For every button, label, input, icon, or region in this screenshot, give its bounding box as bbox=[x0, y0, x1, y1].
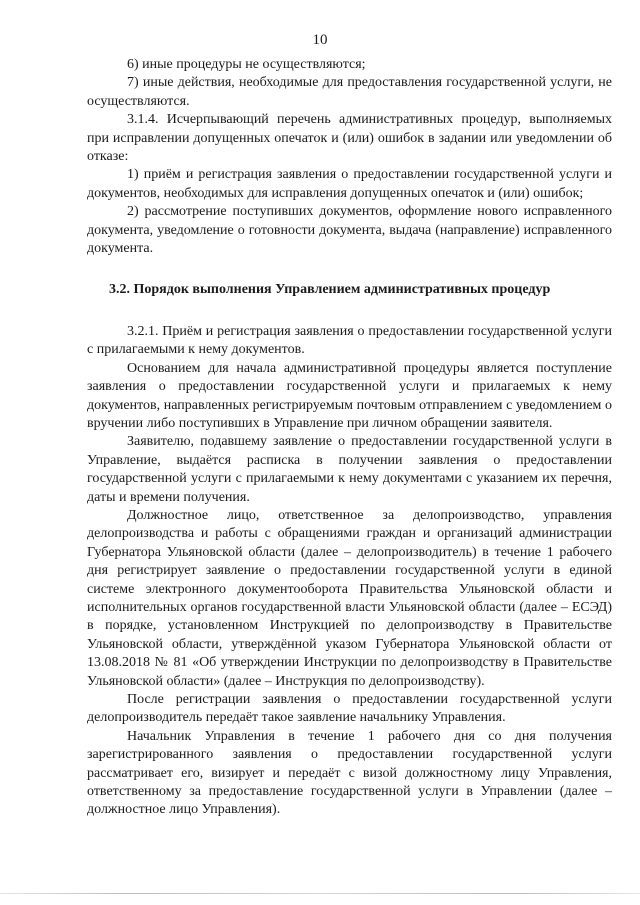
scan-edge-line bbox=[0, 893, 640, 894]
paragraph-3-2-1: 3.2.1. Приём и регистрация заявления о предоставлении государственной услуги с прилагаемыми к нему документов. bbox=[87, 323, 612, 358]
paragraph-item-6: 6) иные процедуры не осуществляются; bbox=[127, 57, 366, 72]
paragraph-item-7: 7) иные действия, необходимые для предоставления государственной услуги, не осуществляются. bbox=[87, 75, 612, 109]
document-body bbox=[87, 56, 612, 820]
paragraph-procedure-2: 2) рассмотрение поступивших документов, оформление нового исправленного документа, уведомление о готовности документа, выдача (направление) исправленного документа. bbox=[87, 204, 612, 257]
paragraph-official-registration: Должностное лицо, ответственное за делопроизводство, управления делопроизводства и работы с обращениями граждан и организаций администрации Губернатора Ульяновской области (далее – делопроизводитель) в течение 1 рабочего дня регистрирует заявление о предоставлении государственной услуги в единой системе электронного документооборота Правительства Ульяновской области и исполнительных органов государственной власти Ульяновской области (далее – ЕСЭД) в порядке, установленном Инструкцией по делопроизводству в Правительстве Ульяновской области, утверждённой указом Губернатора Ульяновской области от 13.08.2018 № 81 «Об утверждении Инструкции по делопроизводству в Правительстве Ульяновской области» (далее – Инструкция по делопроизводству). bbox=[87, 507, 612, 689]
section-heading-3-2: 3.2. Порядок выполнения Управлением административных процедур bbox=[109, 282, 551, 298]
paragraph-after-registration: После регистрации заявления о предоставлении государственной услуги делопроизводитель передаёт такое заявление начальнику Управления. bbox=[87, 692, 612, 726]
paragraph-head-review: Начальник Управления в течение 1 рабочего дня со дня получения зарегистрированного заявления о предоставлении государственной услуги рассматривает его, визирует и передаёт с визой должностному лицу Управления, ответственному за предоставление государственной услуги в Управлении (далее – должностное лицо Управления). bbox=[87, 728, 612, 818]
paragraph-receipt: Заявителю, подавшему заявление о предоставлении государственной услуги в Управление, выдаётся расписка в получении заявления о предоставлении государственной услуги с прилагаемыми к нему документами с указанием их перечня, даты и времени получения. bbox=[87, 434, 612, 505]
paragraph-procedure-1: 1) приём и регистрация заявления о предоставлении государственной услуги и документов, необходимых для исправления допущенных опечаток и (или) ошибок; bbox=[87, 167, 612, 201]
page-number: 10 bbox=[312, 32, 328, 48]
paragraph-grounds: Основанием для начала административной процедуры является поступление заявления о предоставлении государственной услуги и прилагаемых к нему документов, направленных регистрируемым почтовым отправлением с уведомлением о вручении либо поступивших в Управление при личном обращении заявителя. bbox=[87, 360, 612, 431]
paragraph-3-1-4: 3.1.4. Исчерпывающий перечень административных процедур, выполняемых при исправлении допущенных опечаток и (или) ошибок в задании или уведомлении об отказе: bbox=[87, 112, 612, 165]
